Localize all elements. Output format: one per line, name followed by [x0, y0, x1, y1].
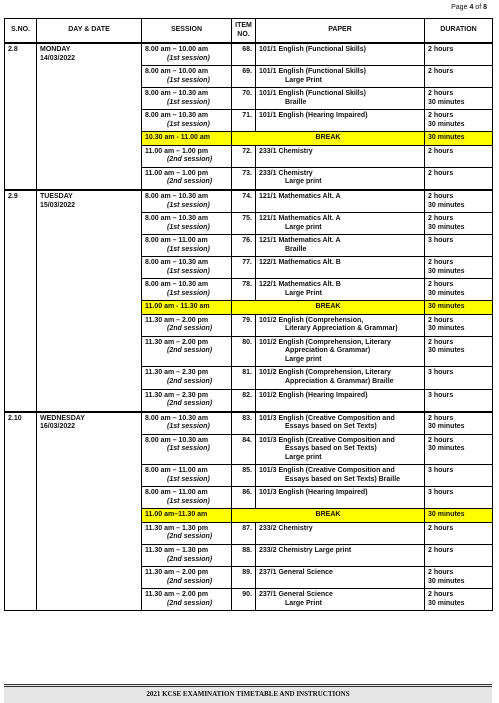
item-number: 89. [232, 567, 256, 589]
session-time: 8.00 am – 11.00 am [145, 237, 208, 245]
paper-line: 101/1 English (Functional Skills) [259, 90, 366, 98]
session-label: (1st session) [167, 54, 210, 62]
header-sno: S.NO. [5, 19, 37, 44]
paper-cell [256, 465, 425, 487]
exam-date: 14/03/2022 [40, 54, 76, 62]
item-number: 88. [232, 544, 256, 566]
break-label: BREAK [232, 132, 425, 146]
session-time: 8.00 am – 10.30 am [145, 436, 209, 444]
paper-line: 101/2 English (Comprehension, Literary [259, 338, 391, 346]
session-time: 8.00 am – 10.30 am [145, 112, 209, 120]
session-label: (1st session) [167, 98, 210, 106]
session-label: (1st session) [167, 223, 210, 231]
paper-line: 101/1 English (Functional Skills) [259, 46, 366, 54]
paper-cell [256, 167, 425, 190]
duration-cell [425, 522, 493, 544]
session-time: 8.00 am – 10.30 am [145, 414, 209, 422]
duration-cell [425, 412, 493, 435]
duration-line: 30 minutes [428, 511, 465, 519]
duration-line: 30 minutes [428, 289, 465, 297]
item-number: 77. [232, 257, 256, 279]
paper-line: 101/2 English (Comprehension, [259, 316, 364, 324]
duration-cell [425, 66, 493, 88]
duration-line: 2 hours [428, 147, 454, 155]
paper-line: Essays based on Set Texts) [285, 445, 377, 453]
paper-cell [256, 314, 425, 336]
paper-cell [256, 336, 425, 367]
session-time: 11.30 am – 2.00 pm [145, 591, 209, 599]
item-number: 73. [232, 167, 256, 190]
session-label: (2nd session) [167, 555, 213, 563]
session-cell [142, 522, 232, 544]
paper-cell [256, 235, 425, 257]
paper-cell [256, 88, 425, 110]
header-row [5, 19, 493, 44]
item-number: 78. [232, 279, 256, 301]
item-number: 85. [232, 465, 256, 487]
session-cell [142, 213, 232, 235]
paper-line: Large Print [285, 599, 322, 607]
day-name: WEDNESDAY [40, 414, 85, 422]
duration-cell [425, 336, 493, 367]
session-label: (2nd session) [167, 325, 213, 333]
duration-line: 30 minutes [428, 303, 465, 311]
item-number: 84. [232, 434, 256, 465]
session-cell [142, 567, 232, 589]
duration-line: 2 hours [428, 546, 454, 554]
duration-line: 2 hours [428, 436, 454, 444]
session-cell [142, 389, 232, 412]
paper-cell [256, 522, 425, 544]
session-cell [142, 509, 232, 523]
page-current: 4 [469, 4, 474, 11]
session-label: (2nd session) [167, 378, 213, 385]
item-number: 80. [232, 336, 256, 367]
duration-line: 2 hours [428, 316, 454, 324]
session-label: (1st session) [167, 267, 210, 275]
header-day-date: DAY & DATE [37, 19, 142, 44]
session-cell [142, 412, 232, 435]
session-cell [142, 110, 232, 132]
paper-cell [256, 367, 425, 389]
table-row [5, 412, 493, 435]
paper-line: 237/1 General Science [259, 569, 333, 577]
session-label: (2nd session) [167, 533, 213, 541]
session-time: 11.00 am – 1.00 pm [145, 147, 209, 155]
paper-line: 121/1 Mathematics Alt. A [259, 237, 341, 245]
duration-line: 3 hours [428, 369, 454, 377]
session-cell [142, 465, 232, 487]
duration-cell [425, 367, 493, 389]
paper-cell [256, 412, 425, 435]
duration-line: 3 hours [428, 391, 454, 399]
session-cell [142, 235, 232, 257]
session-label: (1st session) [167, 76, 210, 84]
item-number: 81. [232, 367, 256, 389]
paper-line: 101/3 English (Hearing Impaired) [259, 489, 368, 497]
session-time: 8.00 am – 10.30 am [145, 281, 209, 289]
paper-line: 122/1 Mathematics Alt. B [259, 259, 341, 267]
item-number: 71. [232, 110, 256, 132]
duration-line: 2 hours [428, 414, 454, 422]
session-time: 8.00 am – 10.00 am [145, 68, 209, 76]
paper-cell [256, 589, 425, 611]
duration-line: 30 minutes [428, 267, 465, 275]
duration-line: 2 hours [428, 169, 454, 177]
session-cell [142, 66, 232, 88]
header-paper: PAPER [256, 19, 425, 44]
duration-cell [425, 167, 493, 190]
paper-line: Large print [285, 178, 322, 186]
duration-line: 30 minutes [428, 325, 465, 333]
paper-cell [256, 544, 425, 566]
session-cell [142, 487, 232, 509]
table-row [5, 43, 493, 66]
duration-line: 30 minutes [428, 423, 465, 431]
session-label: (2nd session) [167, 156, 213, 164]
document-footer: 2021 KCSE EXAMINATION TIMETABLE AND INSTRUCTIONS [4, 684, 492, 703]
session-label: (2nd session) [167, 577, 213, 585]
break-label: BREAK [232, 301, 425, 315]
sno-cell: 2.10 [5, 412, 37, 611]
item-number: 83. [232, 412, 256, 435]
duration-line: 2 hours [428, 259, 454, 267]
duration-line: 2 hours [428, 591, 454, 599]
header-session: SESSION [142, 19, 232, 44]
item-number: 74. [232, 190, 256, 213]
sno-cell: 2.8 [5, 43, 37, 190]
duration-cell [425, 43, 493, 66]
session-label: (1st session) [167, 475, 210, 483]
paper-line: 121/1 Mathematics Alt. A [259, 215, 341, 223]
session-label: (1st session) [167, 201, 210, 209]
session-time: 11.00 am–11.30 am [145, 511, 208, 519]
paper-line: 237/1 General Science [259, 591, 333, 599]
duration-line: 3 hours [428, 467, 454, 475]
duration-line: 30 minutes [428, 201, 465, 209]
paper-line: 233/1 Chemistry [259, 147, 313, 155]
session-label: (2nd session) [167, 347, 213, 355]
item-number: 69. [232, 66, 256, 88]
item-number: 70. [232, 88, 256, 110]
item-number: 68. [232, 43, 256, 66]
item-number: 86. [232, 487, 256, 509]
session-cell [142, 190, 232, 213]
session-cell [142, 589, 232, 611]
session-time: 8.00 am – 11.00 am [145, 467, 208, 475]
duration-line: 2 hours [428, 112, 454, 120]
session-cell [142, 301, 232, 315]
item-number: 79. [232, 314, 256, 336]
paper-line: 121/1 Mathematics Alt. A [259, 192, 341, 200]
session-cell [142, 279, 232, 301]
duration-cell [425, 389, 493, 412]
duration-line: 3 hours [428, 237, 454, 245]
duration-cell [425, 145, 493, 167]
exam-timetable [4, 18, 493, 611]
session-cell [142, 367, 232, 389]
paper-line: 101/2 English (Comprehension, Literary [259, 369, 391, 377]
header-item-no: ITEM NO. [232, 19, 256, 44]
paper-line: Essays based on Set Texts) [285, 423, 377, 431]
paper-line: Appreciation & Grammar) [285, 347, 371, 355]
day-name: TUESDAY [40, 192, 73, 200]
duration-line: 30 minutes [428, 599, 465, 607]
session-time: 11.30 am – 2.30 pm [145, 369, 209, 377]
timetable-body [5, 43, 493, 611]
session-cell [142, 132, 232, 146]
paper-line: Large print [285, 223, 322, 231]
day-date-cell [37, 43, 142, 190]
duration-line: 2 hours [428, 215, 454, 223]
duration-cell [425, 487, 493, 509]
session-cell [142, 434, 232, 465]
duration-cell [425, 434, 493, 465]
session-time: 11.30 am – 1.30 pm [145, 524, 209, 532]
session-label: (2nd session) [167, 599, 213, 607]
session-cell [142, 167, 232, 190]
duration-line: 2 hours [428, 90, 454, 98]
session-time: 8.00 am – 10.30 am [145, 259, 209, 267]
paper-cell [256, 567, 425, 589]
duration-line: 2 hours [428, 46, 454, 54]
duration-cell [425, 301, 493, 315]
duration-cell [425, 190, 493, 213]
session-label: (1st session) [167, 423, 210, 431]
duration-cell [425, 589, 493, 611]
item-number: 90. [232, 589, 256, 611]
session-cell [142, 257, 232, 279]
paper-cell [256, 110, 425, 132]
session-time: 11.30 am – 1.30 pm [145, 546, 209, 554]
exam-date: 16/03/2022 [40, 423, 76, 431]
page-number [451, 4, 487, 11]
paper-line: Essays based on Set Texts) Braille [285, 475, 401, 483]
duration-line: 30 minutes [428, 98, 465, 106]
duration-line: 2 hours [428, 68, 454, 76]
paper-line: 101/2 English (Hearing Impaired) [259, 391, 368, 399]
duration-line: 30 minutes [428, 134, 465, 142]
duration-line: 30 minutes [428, 347, 465, 355]
paper-cell [256, 279, 425, 301]
session-time: 8.00 am – 11.00 am [145, 489, 208, 497]
paper-line: Literary Appreciation & Grammar) [285, 325, 398, 333]
session-time: 11.00 am – 1.00 pm [145, 169, 209, 177]
duration-cell [425, 314, 493, 336]
session-time: 8.00 am – 10.00 am [145, 46, 209, 54]
session-time: 11.30 am – 2.00 pm [145, 338, 209, 346]
duration-line: 30 minutes [428, 120, 465, 128]
session-cell [142, 145, 232, 167]
paper-line: Large Print [285, 289, 322, 297]
session-time: 11.30 am – 2.30 pm [145, 391, 209, 399]
paper-line: 233/2 Chemistry [259, 524, 313, 532]
item-number: 87. [232, 522, 256, 544]
paper-line: Large Print [285, 76, 322, 84]
session-cell [142, 336, 232, 367]
page-total: 8 [483, 4, 487, 11]
item-number: 75. [232, 213, 256, 235]
paper-cell [256, 190, 425, 213]
duration-line: 2 hours [428, 569, 454, 577]
session-label: (2nd session) [167, 400, 213, 408]
session-time: 8.00 am – 10.30 am [145, 90, 209, 98]
session-label: (1st session) [167, 289, 210, 297]
duration-line: 3 hours [428, 489, 454, 497]
item-number: 76. [232, 235, 256, 257]
session-time: 11.30 am – 2.00 pm [145, 316, 209, 324]
session-cell [142, 314, 232, 336]
duration-cell [425, 509, 493, 523]
paper-line: Braille [285, 245, 307, 253]
paper-line: 233/2 Chemistry Large print [259, 546, 352, 554]
break-label: BREAK [232, 509, 425, 523]
exam-date: 15/03/2022 [40, 201, 76, 209]
paper-line: 101/3 English (Creative Composition and [259, 436, 395, 444]
paper-cell [256, 66, 425, 88]
paper-cell [256, 213, 425, 235]
paper-line: Large print [285, 453, 322, 461]
paper-line: 233/1 Chemistry [259, 169, 313, 177]
duration-line: 30 minutes [428, 445, 465, 453]
session-label: (2nd session) [167, 178, 213, 186]
session-time: 10.30 am - 11.00 am [145, 134, 210, 142]
paper-line: 101/3 English (Creative Composition and [259, 414, 395, 422]
duration-line: 2 hours [428, 281, 454, 289]
day-date-cell [37, 412, 142, 611]
duration-cell [425, 213, 493, 235]
session-label: (1st session) [167, 445, 210, 453]
paper-line: 101/3 English (Creative Composition and [259, 467, 395, 475]
duration-line: 2 hours [428, 192, 454, 200]
paper-cell [256, 434, 425, 465]
duration-cell [425, 88, 493, 110]
duration-cell [425, 235, 493, 257]
session-label: (1st session) [167, 497, 210, 505]
duration-cell [425, 257, 493, 279]
paper-line: Braille [285, 98, 307, 106]
day-date-cell [37, 190, 142, 412]
duration-cell [425, 567, 493, 589]
paper-line: Large print [285, 355, 322, 363]
duration-cell [425, 110, 493, 132]
duration-cell [425, 132, 493, 146]
paper-line: 101/1 English (Functional Skills) [259, 68, 366, 76]
session-cell [142, 43, 232, 66]
table-row [5, 190, 493, 213]
day-name: MONDAY [40, 46, 71, 54]
item-number: 82. [232, 389, 256, 412]
paper-line: Appreciation & Grammar) Braille [285, 378, 394, 385]
header-duration: DURATION [425, 19, 493, 44]
sno-cell: 2.9 [5, 190, 37, 412]
session-cell [142, 88, 232, 110]
paper-cell [256, 487, 425, 509]
paper-cell [256, 257, 425, 279]
paper-line: 101/1 English (Hearing Impaired) [259, 112, 368, 120]
session-time: 11.30 am – 2.00 pm [145, 569, 209, 577]
duration-line: 30 minutes [428, 577, 465, 585]
page-of: of [475, 4, 482, 11]
session-time: 8.00 am – 10.30 am [145, 215, 209, 223]
session-label: (1st session) [167, 120, 210, 128]
duration-cell [425, 465, 493, 487]
session-time: 8.00 am – 10.30 am [145, 192, 209, 200]
paper-line: 122/1 Mathematics Alt. B [259, 281, 341, 289]
paper-cell [256, 389, 425, 412]
session-label: (1st session) [167, 245, 210, 253]
item-number: 72. [232, 145, 256, 167]
session-cell [142, 544, 232, 566]
page-label: Page [451, 4, 468, 11]
paper-cell [256, 43, 425, 66]
duration-line: 2 hours [428, 524, 454, 532]
duration-line: 30 minutes [428, 223, 465, 231]
paper-cell [256, 145, 425, 167]
duration-cell [425, 279, 493, 301]
duration-cell [425, 544, 493, 566]
duration-line: 2 hours [428, 338, 454, 346]
session-time: 11.00 am - 11.30 am [145, 303, 210, 311]
